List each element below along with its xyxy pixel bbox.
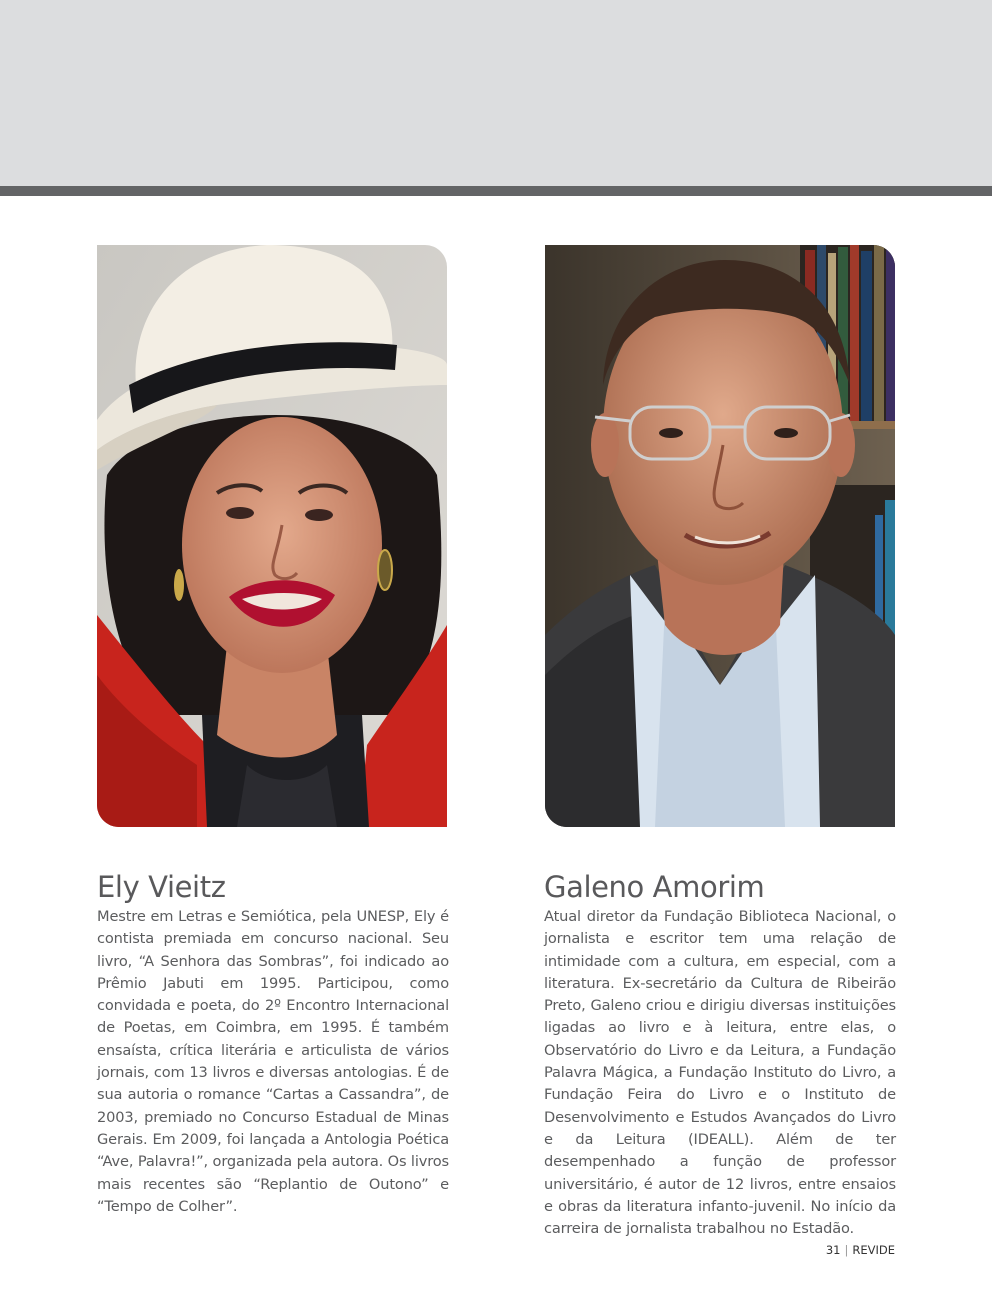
page-footer — [826, 1242, 895, 1258]
portrait-photo-ely-vieitz — [97, 245, 447, 827]
profile-bio: Mestre em Letras e Semiótica, pela UNESP, Ely é contista premiada em concurso nacional. Seu livro, “A Senhora das Sombras”, foi indicado ao Prêmio Jabuti em 1995. Participou, como convidada e poeta, do 2º Encontro Internacional de Poetas, em Coimbra, em 1995. É também ensaísta, crítica literária e articulista de vários jornais, com 13 livros e diversas antologias. É de sua autoria o romance “Cartas a Cassandra”, de 2003, premiado no Concurso Estadual de Minas Gerais. Em 2009, foi lançada a Antologia Poética “Ave, Palavra!”, organizada pela autora. Os livros mais recentes são “Replantio de Outono” e “Tempo de Colher”. — [97, 908, 449, 1215]
profile-ely-vieitz — [97, 868, 449, 1218]
header-band — [0, 0, 992, 186]
profile-bio: Atual diretor da Fundação Biblioteca Nacional, o jornalista e escritor tem uma relação de intimidade com a cultura, em especial, com a literatura. Ex-secretário da Cultura de Ribeirão Preto, Galeno criou e dirigiu diversas instituições ligadas ao livro e à leitura, entre elas, o Observatório do Livro e da Leitura, a Fundação Palavra Mágica, a Fundação Instituto do Livro, a Fundação Feira do Livro e o Instituto de Desenvolvimento e Estudos Avançados do Livro e da Leitura (IDEALL). Além de ter desempenhado a função de professor universitário, é autor de 12 livros, entre ensaios e obras da literatura infanto-juvenil. No início da carreira de jornalista trabalhou no Estadão. — [544, 908, 896, 1238]
magazine-name: REVIDE — [852, 1243, 895, 1257]
portrait-illustration — [97, 245, 447, 827]
footer-separator: | — [844, 1243, 849, 1257]
header-rule — [0, 186, 992, 196]
profile-galeno-amorim — [544, 868, 896, 1240]
portrait-photo-galeno-amorim — [545, 245, 895, 827]
page-number: 31 — [825, 1243, 841, 1257]
profile-name: Galeno Amorim — [544, 870, 765, 904]
profile-name: Ely Vieitz — [97, 870, 226, 904]
portrait-illustration — [545, 245, 895, 827]
